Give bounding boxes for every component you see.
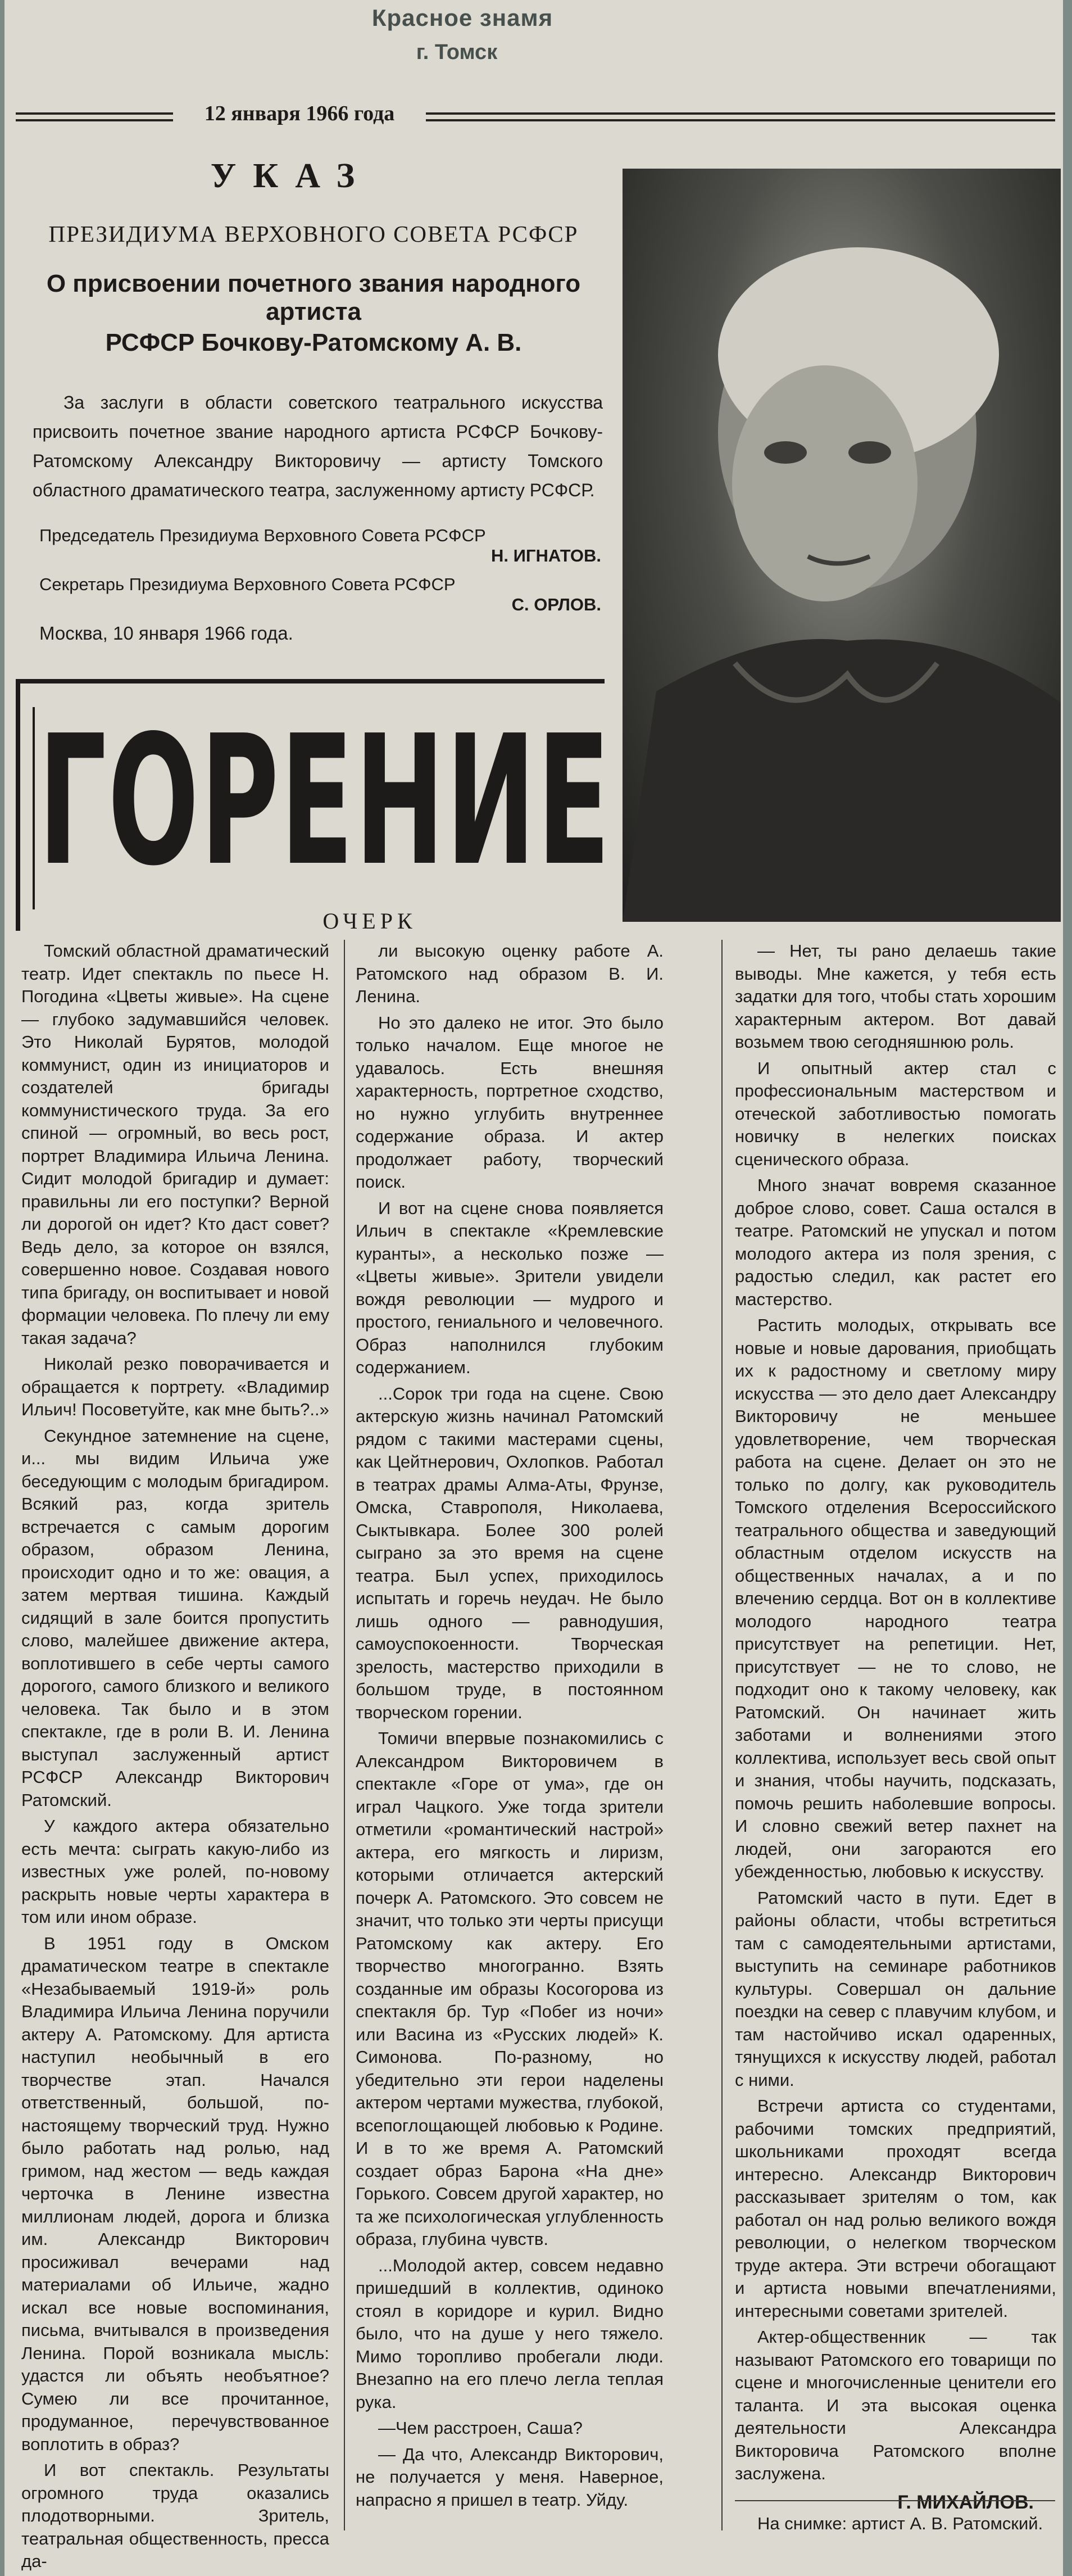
caption-rule bbox=[735, 2500, 1055, 2501]
date-rule-left-2 bbox=[16, 119, 173, 121]
date-rule-right-2 bbox=[426, 119, 1055, 121]
paragraph: ли высокую оценку работе А. Ратомского над образом В. И. Ленина. bbox=[356, 941, 664, 1006]
newspaper-city-stamp: г. Томск bbox=[416, 40, 498, 64]
paragraph: В 1951 году в Омском драматическом театре в спектакле «Незабываемый 1919-й» роль Владимира Ильича Ленина поручили актеру А. Ратомскому. Для артиста наступил необычный в его творчестве этап. Начался ответственный, большой, по-настоящему творческий труд. Нужно было работать над ролью, над гримом, над жестом — ведь каждая черточка в Ленине известна миллионам людей, дорога и близка им. Александр Викторович просиживал вечерами над материалами об Ильиче, жадно искал все новые воспоминания, письма, вчитывался в произведения Ленина. Порой возникала мысль: удастся ли объять необъятное? Сумею ли все прочитанное, продуманное, перечувствованное воплотить в образ? bbox=[21, 1933, 329, 2454]
portrait-illustration bbox=[623, 169, 1061, 922]
ukaz-body-text: За заслуги в области советского театрального искусства присвоить почетное звание народного артиста РСФСР Бочкову-Ратомскому Александру Викторовичу — артисту Томского областного драматического театра, заслуженному артисту РСФСР. bbox=[33, 392, 603, 500]
ukaz-signature-secretary bbox=[39, 574, 601, 615]
paragraph: Томский областной драматический театр. Идет спектакль по пьесе Н. Погодина «Цветы живые». На сцене — глубоко задумавшийся человек. Это Николай Бурятов, молодой коммунист, один из инициаторов и создателей бригады коммунистического труда. За его спиной — огромный, во весь рост, портрет Владимира Ильича Ленина. Сидит молодой бригадир и думает: правильны ли его поступки? Верной ли дорогой он идет? Кто даст совет? Ведь дело, за которое он взялся, совершенно новое. Создавая нового типа бригаду, он воспитывает и новой формации человека. По плечу ли ему такая задача? bbox=[21, 941, 329, 1348]
ukaz-headline-line-1: О присвоении почетного звания народного артиста bbox=[46, 270, 581, 325]
article-column-1 bbox=[21, 940, 329, 2571]
ukaz-headline-line-2: РСФСР Бочкову-Ратомскому А. В. bbox=[105, 329, 522, 356]
paragraph: Актер-общественник — так называют Ратомского его товарищи по сцене и многочисленные ценители его таланта. И эта высокая оценка деятельности Александра Викторовича Ратомского вполне заслужена. bbox=[735, 2327, 1056, 2483]
ukaz-subtitle: ПРЕЗИДИУМА ВЕРХОВНОГО СОВЕТА РСФСР bbox=[48, 221, 579, 247]
paragraph: ...Сорок три года на сцене. Свою актерскую жизнь начинал Ратомский рядом с такими мастерами сцены, как Цейтнерович, Охлопков. Работал в театрах драмы Алма-Аты, Фрунзе, Омска, Ставрополя, Николаева, Сыктывкара. Более 300 ролей сыграно за это время на сцене театра. Был успех, приходилось испытать и горечь неудач. Не было лишь одного — равнодушия, самоуспокоенности. Творческая зрелость, мастерство приходили в большом труде, в постоянном творческом горении. bbox=[356, 1383, 664, 1722]
article-genre: ОЧЕРК bbox=[322, 908, 417, 934]
newspaper-name-stamp: Красное знамя bbox=[371, 4, 553, 31]
ukaz-title: УКАЗ bbox=[210, 157, 372, 195]
secretary-name: С. ОРЛОВ. bbox=[511, 595, 601, 614]
paragraph: Встречи артиста со студентами, рабочими томских предприятий, школьниками проходят всегда интересно. Александр Викторович рассказывает зрителям о том, как работал он над ролью великого вождя революции, о нелегком творческом труде актера. Эти встречи обогащают и артиста новыми впечатлениями, интересными советами зрителей. bbox=[735, 2096, 1056, 2321]
chairman-role: Председатель Президиума Верховного Совета РСФСР bbox=[39, 526, 486, 545]
paragraph: Секундное затемнение на сцене, и... мы видим Ильича уже беседующим с молодым бригадиром. Всякий раз, когда зритель встречается с самым дорогим образом, образом Ленина, происходит одно и то же: овация, а затем мертвая тишина. Каждый сидящий в зале боится пропустить слово, малейшее движение актера, воплотившего в себе черты самого дорогого, самого близкого и великого человека. Так было и в этом спектакле, где в роли В. И. Ленина выступал заслуженный артист РСФСР Александр Викторович Ратомский. bbox=[21, 1425, 329, 1810]
paragraph: —Чем расстроен, Саша? bbox=[378, 2418, 583, 2438]
secretary-role: Секретарь Президиума Верховного Совета РСФСР bbox=[39, 574, 456, 594]
paragraph: Томичи впервые познакомились с Александром Викторовичем в спектакле «Горе от ума», где он играл Чацкого. Уже тогда зрители отметили «романтический настрой» актера, его мягкость и лиризм, которыми отличается актерский почерк А. Ратомского. Это совсем не значит, что только эти черты присущи Ратомскому как актеру. Его творчество многогранно. Взять созданные им образы Косогорова из спектакля бр. Тур «Побег из ночи» или Васина из «Русских людей» К. Симонова. По-разному, но убедительно эти герои наделены актером чертами мужества, глубокой, всепоглощающей любовью к Родине. И в то же время А. Ратомский создает образ Барона «На дне» Горького. Совсем другой характер, но та же психологическая углубленность образа, глубина чувств. bbox=[356, 1728, 664, 2249]
portrait-photo bbox=[623, 169, 1061, 922]
article-headline: ГОРЕНИЕ bbox=[38, 697, 612, 905]
article-author: Г. МИХАЙЛОВ. bbox=[897, 2491, 1034, 2513]
paragraph: — Нет, ты рано делаешь такие выводы. Мне кажется, у тебя есть задатки для того, чтобы стать хорошим характерным актером. Вот давай возьмем твою сегодняшнюю роль. bbox=[735, 941, 1056, 1052]
paragraph: У каждого актера обязательно есть мечта: сыграть какую-либо из известных уже ролей, по-новому раскрыть новые черты характера в том или ином образе. bbox=[21, 1816, 329, 1927]
column-divider-2 bbox=[721, 940, 723, 2530]
article-column-3 bbox=[735, 940, 1056, 2530]
newspaper-clipping bbox=[4, 0, 1063, 2576]
paragraph: Но это далеко не итог. Это было только началом. Еще многое не удавалось. Есть внешняя характерность, портретное сходство, но нужно углубить внутреннее содержание образа. И актер продолжает работу, творческий поиск. bbox=[356, 1012, 664, 1192]
paragraph: Ратомский часто в пути. Едет в районы области, чтобы встретиться там с самодеятельными артистами, выступить на семинаре работников культуры. Совершал он дальние поездки на север с плавучим клубом, и там настойчиво искал одаренных, тянущихся к искусству людей, работал с ними. bbox=[735, 1887, 1056, 2090]
paragraph: И вот спектакль. Результаты огромного труда оказались плодотворными. Зритель, театральная общественность, пресса да- bbox=[21, 2460, 329, 2571]
article-column-2 bbox=[356, 940, 664, 2530]
paragraph: Растить молодых, открывать все новые и новые дарования, приобщать их к радостному и светлому миру искусства — это дело дает Александру Викторовичу не меньшее удовлетворение, чем творческая работа на сцене. Делает он это не только по долгу, как руководитель Томского отделения Всероссийского театрального общества и заведующий областным отделом искусств на общественных началах, а и по влечению сердца. Вот он в коллективе молодого народного театра присутствует на репетиции. Нет, присутствует — не то слово, не подходит оно к такому человеку, как Ратомский. Он начинает жить заботами и волнениями этого коллектива, использует весь свой опыт и знания, чтобы научить, подсказать, помочь решить наболевшие вопросы. И словно свежий ветер пахнет на людей, они загораются его убежденностью, любовью к искусству. bbox=[735, 1315, 1056, 1881]
date-rule-left bbox=[16, 112, 173, 115]
paragraph: И вот на сцене снова появляется Ильич в спектакле «Кремлевские куранты», а несколько позже — «Цветы живые». Зрители увидели вождя революции — мудрого и простого, гениального и человечного. Образ наполнился глубоким содержанием. bbox=[356, 1198, 664, 1377]
ukaz-signature-chairman bbox=[39, 526, 601, 566]
photo-caption: На снимке: артист А. В. Ратомский. bbox=[757, 2514, 1043, 2533]
paragraph: Николай резко поворачивается и обращается к портрету. «Владимир Ильич! Посоветуйте, как мне быть?..» bbox=[21, 1354, 329, 1419]
column-divider-1 bbox=[344, 940, 345, 2530]
issue-date: 12 января 1966 года bbox=[204, 102, 395, 125]
paragraph: Много значат вовремя сказанное доброе слово, совет. Саша остался в театре. Ратомский не упускал и потом молодого актера из поля зрения, с радостью следил, как растет его мастерство. bbox=[735, 1175, 1056, 1309]
paragraph: — Да что, Александр Викторович, не получается у меня. Наверное, напрасно я пришел в театр. Уйду. bbox=[356, 2444, 664, 2510]
date-rule-right bbox=[426, 112, 1055, 115]
paragraph: ...Молодой актер, совсем недавно пришедший в коллектив, одиноко стоял в коридоре и курил. Видно было, что на душе у него тяжело. Мимо торопливо пробегали люди. Внезапно на его плечо легла теплая рука. bbox=[356, 2255, 664, 2412]
ukaz-body bbox=[33, 388, 603, 505]
paragraph: И опытный актер стал с профессиональным мастерством и отеческой заботливостью помогать новичку в нелегких поисках сценического образа. bbox=[735, 1058, 1056, 1169]
chairman-name: Н. ИГНАТОВ. bbox=[491, 546, 601, 565]
ukaz-place-date: Москва, 10 января 1966 года. bbox=[39, 623, 293, 644]
